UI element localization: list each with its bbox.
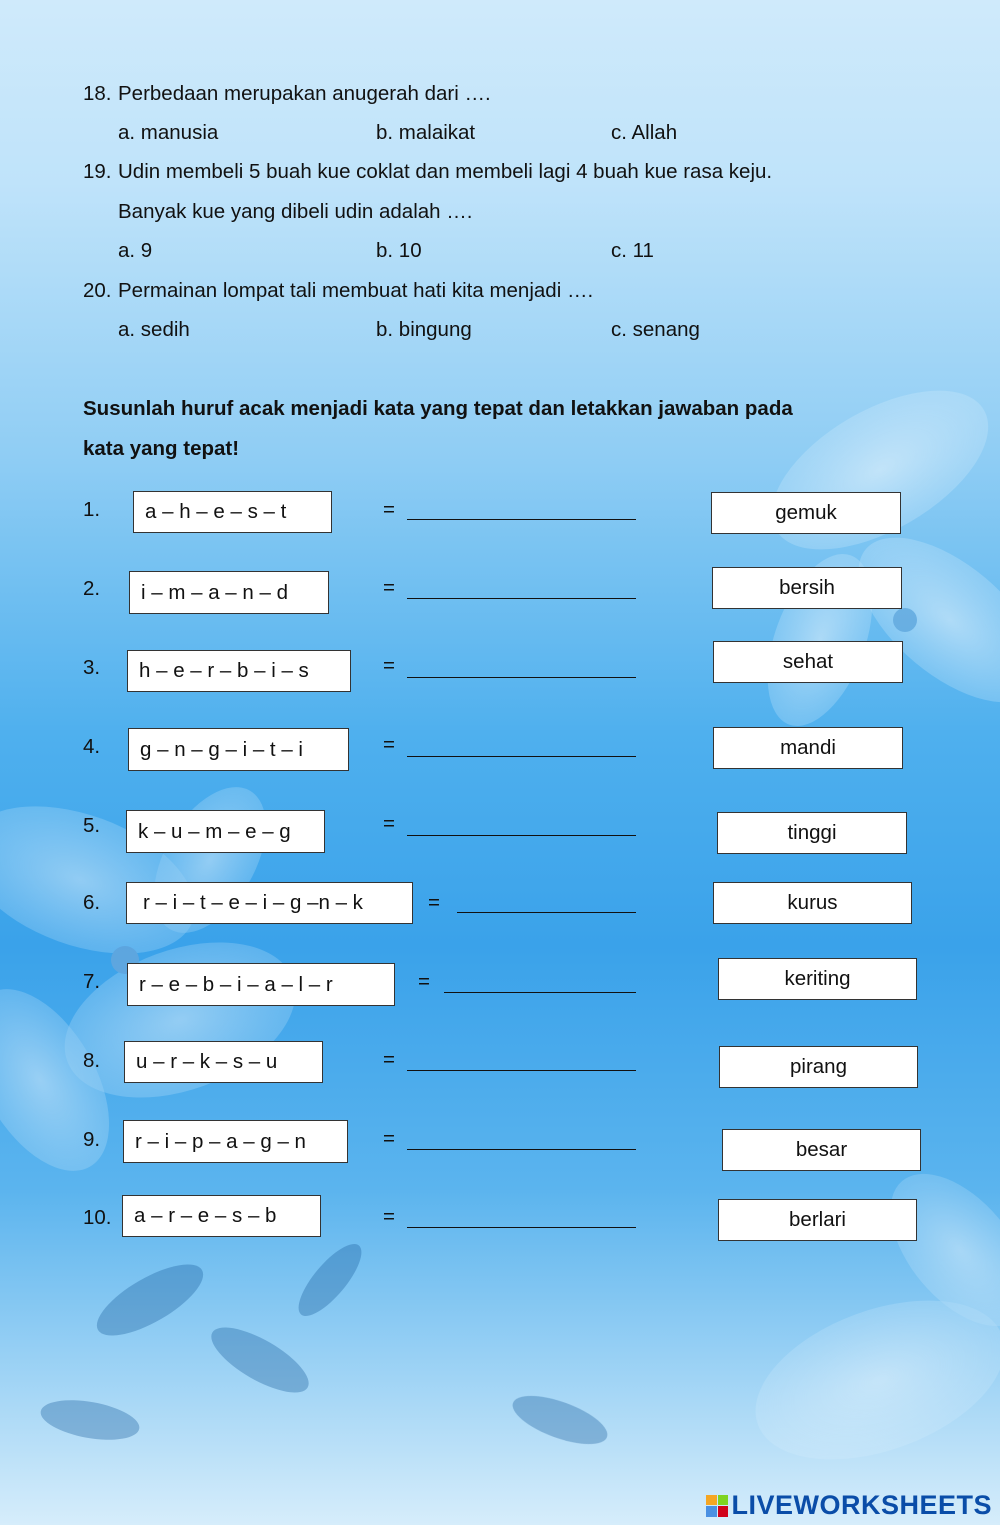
answer-choice-box[interactable]: sehat bbox=[713, 641, 903, 683]
answer-choice-box[interactable]: mandi bbox=[713, 727, 903, 769]
answer-choice-box[interactable]: pirang bbox=[719, 1046, 918, 1088]
question-text: Udin membeli 5 buah kue coklat dan membeli lagi 4 buah kue rasa keju. bbox=[118, 160, 773, 183]
answer-blank[interactable] bbox=[444, 992, 636, 993]
item-number: 5. bbox=[83, 814, 101, 837]
scrambled-letters-box: a – h – e – s – t bbox=[133, 491, 332, 533]
option-b: b. 10 bbox=[376, 239, 422, 262]
equals-sign: = bbox=[383, 1048, 395, 1071]
answer-blank[interactable] bbox=[407, 519, 636, 520]
option-a: a. sedih bbox=[118, 318, 190, 341]
liveworksheets-logo bbox=[706, 1490, 992, 1521]
scrambled-letters-box: r – e – b – i – a – l – r bbox=[127, 963, 395, 1006]
option-b: b. malaikat bbox=[376, 121, 476, 144]
item-number: 8. bbox=[83, 1049, 101, 1072]
answer-choice-box[interactable]: bersih bbox=[712, 567, 902, 609]
equals-sign: = bbox=[418, 970, 430, 993]
option-a: a. manusia bbox=[118, 121, 219, 144]
answer-blank[interactable] bbox=[407, 1149, 636, 1150]
instruction-line-1: Susunlah huruf acak menjadi kata yang tepat dan letakkan jawaban pada bbox=[83, 397, 793, 420]
item-number: 7. bbox=[83, 970, 101, 993]
question-number: 19. bbox=[83, 160, 112, 183]
scrambled-letters-box: g – n – g – i – t – i bbox=[128, 728, 349, 771]
option-c: c. Allah bbox=[611, 121, 678, 144]
question-text-continued: Banyak kue yang dibeli udin adalah …. bbox=[118, 200, 473, 223]
scrambled-letters-box: r – i – t – e – i – g –n – k bbox=[126, 882, 413, 924]
scrambled-letters-box: i – m – a – n – d bbox=[129, 571, 329, 614]
equals-sign: = bbox=[383, 654, 395, 677]
item-number: 3. bbox=[83, 656, 101, 679]
option-c: c. senang bbox=[611, 318, 700, 341]
answer-blank[interactable] bbox=[407, 1227, 636, 1228]
answer-choice-box[interactable]: gemuk bbox=[711, 492, 901, 534]
question-text: Perbedaan merupakan anugerah dari …. bbox=[118, 82, 491, 105]
equals-sign: = bbox=[383, 733, 395, 756]
question-text: Permainan lompat tali membuat hati kita menjadi …. bbox=[118, 279, 594, 302]
equals-sign: = bbox=[428, 891, 440, 914]
scrambled-letters-box: r – i – p – a – g – n bbox=[123, 1120, 348, 1163]
answer-choice-box[interactable]: berlari bbox=[718, 1199, 917, 1241]
item-number: 10. bbox=[83, 1206, 112, 1229]
scrambled-letters-box: u – r – k – s – u bbox=[124, 1041, 323, 1083]
liveworksheets-logo-icon bbox=[706, 1495, 728, 1517]
option-b: b. bingung bbox=[376, 318, 472, 341]
question-number: 18. bbox=[83, 82, 112, 105]
scrambled-letters-box: a – r – e – s – b bbox=[122, 1195, 321, 1237]
equals-sign: = bbox=[383, 1127, 395, 1150]
item-number: 1. bbox=[83, 498, 101, 521]
logo-text: LIVEWORKSHEETS bbox=[731, 1490, 992, 1520]
answer-blank[interactable] bbox=[407, 835, 636, 836]
answer-choice-box[interactable]: kurus bbox=[713, 882, 912, 924]
option-c: c. 11 bbox=[611, 239, 654, 262]
item-number: 4. bbox=[83, 735, 101, 758]
scrambled-letters-box: h – e – r – b – i – s bbox=[127, 650, 351, 692]
equals-sign: = bbox=[383, 812, 395, 835]
item-number: 2. bbox=[83, 577, 101, 600]
equals-sign: = bbox=[383, 498, 395, 521]
instruction-line-2: kata yang tepat! bbox=[83, 437, 240, 460]
item-number: 9. bbox=[83, 1128, 101, 1151]
equals-sign: = bbox=[383, 1205, 395, 1228]
scrambled-letters-box: k – u – m – e – g bbox=[126, 810, 325, 853]
equals-sign: = bbox=[383, 576, 395, 599]
item-number: 6. bbox=[83, 891, 101, 914]
answer-choice-box[interactable]: besar bbox=[722, 1129, 921, 1171]
answer-choice-box[interactable]: tinggi bbox=[717, 812, 907, 854]
question-number: 20. bbox=[83, 279, 112, 302]
option-a: a. 9 bbox=[118, 239, 153, 262]
answer-blank[interactable] bbox=[457, 912, 636, 913]
answer-blank[interactable] bbox=[407, 756, 636, 757]
answer-blank[interactable] bbox=[407, 598, 636, 599]
answer-blank[interactable] bbox=[407, 677, 636, 678]
answer-blank[interactable] bbox=[407, 1070, 636, 1071]
answer-choice-box[interactable]: keriting bbox=[718, 958, 917, 1000]
